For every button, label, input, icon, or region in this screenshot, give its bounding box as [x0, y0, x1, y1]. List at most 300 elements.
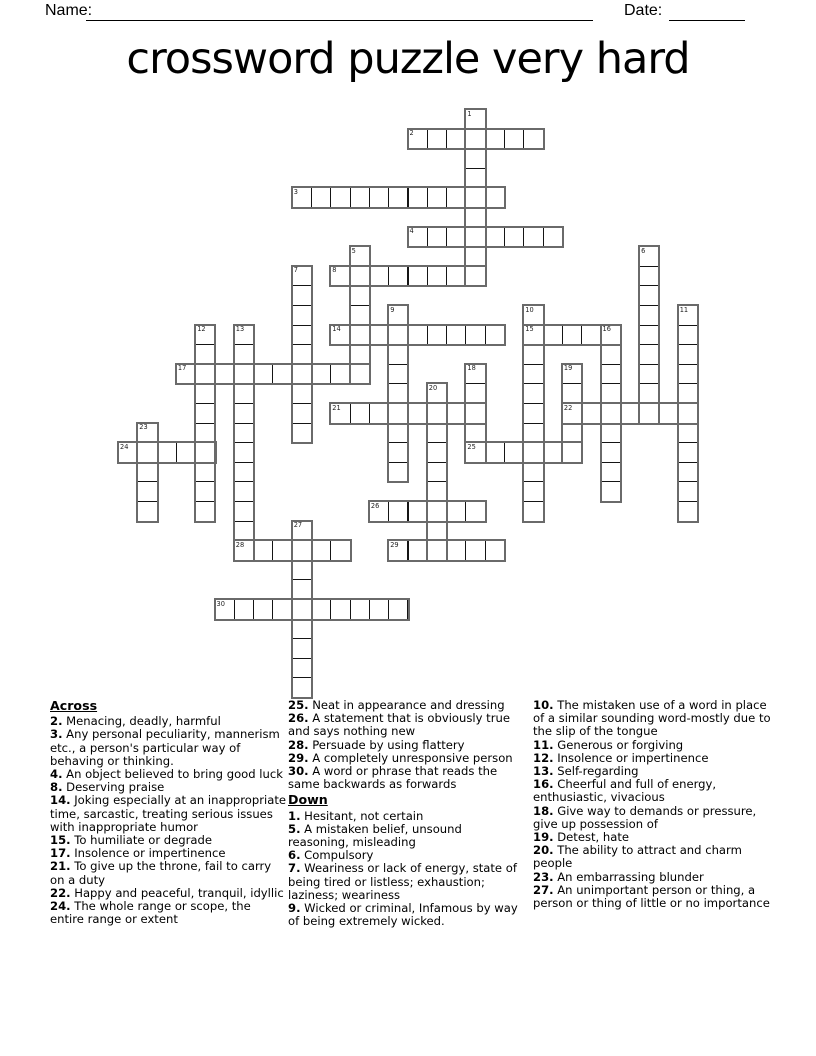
grid-cell[interactable]	[678, 442, 698, 463]
grid-cell[interactable]	[272, 599, 292, 620]
clue-6: 6. Compulsory	[288, 848, 374, 863]
grid-cell[interactable]	[446, 501, 466, 522]
grid-cell[interactable]	[427, 481, 447, 502]
grid-cell[interactable]	[234, 344, 254, 365]
grid-cell[interactable]	[562, 383, 582, 404]
grid-cell[interactable]	[350, 403, 370, 424]
cell-number-14: 14	[332, 325, 341, 334]
grid-cell[interactable]	[465, 540, 485, 561]
grid-cell[interactable]	[678, 344, 698, 365]
grid-cell[interactable]	[137, 462, 157, 483]
grid-cell[interactable]	[465, 187, 485, 208]
grid-cell[interactable]	[350, 285, 370, 306]
clue-column-1	[50, 699, 288, 926]
grid-cell[interactable]	[427, 442, 447, 463]
clue-number: 8.	[50, 780, 63, 795]
grid-cell[interactable]	[581, 403, 601, 424]
grid-cell[interactable]	[427, 266, 447, 287]
grid-cell[interactable]	[292, 521, 312, 542]
clue-column-2	[288, 699, 526, 928]
page-title: crossword puzzle very hard	[126, 34, 690, 84]
cell-number-24: 24	[120, 442, 129, 451]
grid-cell[interactable]	[601, 403, 621, 424]
grid-cell[interactable]	[350, 344, 370, 365]
cell-number-3: 3	[293, 187, 298, 196]
grid-cell[interactable]	[195, 364, 215, 385]
grid-cell[interactable]	[369, 266, 389, 287]
grid-cell[interactable]	[350, 325, 370, 346]
clue-19: 19. Detest, hate	[533, 830, 630, 845]
grid-cell[interactable]	[658, 403, 678, 424]
clue-number: 26.	[288, 711, 309, 726]
grid-cell[interactable]	[465, 383, 485, 404]
grid-cell[interactable]	[330, 364, 350, 385]
grid-cell[interactable]	[234, 364, 254, 385]
grid-cell[interactable]	[118, 442, 138, 463]
grid-cell[interactable]	[620, 403, 640, 424]
clue-number: 23.	[533, 869, 554, 884]
clue-30: 30. A word or phrase that reads the same backwards as forwards	[288, 764, 498, 792]
clue-number: 12.	[533, 750, 554, 765]
grid-cell[interactable]	[292, 305, 312, 326]
grid-cell[interactable]	[523, 462, 543, 483]
clue-18: 18. Give way to demands or pressure, give up possession of	[533, 803, 757, 831]
grid-cell[interactable]	[311, 540, 331, 561]
grid-cell[interactable]	[234, 403, 254, 424]
grid-cell[interactable]	[408, 325, 428, 346]
grid-cell[interactable]	[465, 148, 485, 169]
clue-number: 13.	[533, 764, 554, 779]
clue-20: 20. The ability to attract and charm people	[533, 843, 742, 871]
cell-number-9: 9	[390, 305, 395, 314]
grid-cell[interactable]	[311, 187, 331, 208]
clue-8: 8. Deserving praise	[50, 780, 165, 795]
grid-cell[interactable]	[369, 403, 389, 424]
grid-cell[interactable]	[639, 344, 659, 365]
grid-cell[interactable]	[465, 442, 485, 463]
grid-cell[interactable]	[601, 462, 621, 483]
clue-1: 1. Hesitant, not certain	[288, 808, 424, 823]
grid-cell[interactable]	[350, 187, 370, 208]
grid-cell[interactable]	[176, 442, 196, 463]
clue-number: 4.	[50, 767, 63, 782]
grid-cell[interactable]	[408, 540, 428, 561]
cell-number-22: 22	[563, 403, 573, 412]
grid-cell[interactable]	[601, 481, 621, 502]
grid-cell[interactable]	[292, 285, 312, 306]
grid-cell[interactable]	[388, 442, 408, 463]
cell-number-27: 27	[293, 521, 303, 530]
grid-cell[interactable]	[292, 619, 312, 640]
grid-cell[interactable]	[678, 325, 698, 346]
cell-number-18: 18	[467, 364, 476, 373]
grid-cell[interactable]	[292, 579, 312, 600]
grid-cell[interactable]	[137, 423, 157, 444]
down-header: Down	[288, 792, 328, 808]
grid-cell[interactable]	[465, 227, 485, 248]
grid-cell[interactable]	[195, 325, 215, 346]
grid-cell[interactable]	[465, 325, 485, 346]
clue-number: 2.	[50, 714, 63, 729]
grid-cell[interactable]	[678, 481, 698, 502]
grid-cell[interactable]	[523, 403, 543, 424]
grid-cell[interactable]	[388, 325, 408, 346]
grid-cell[interactable]	[292, 364, 312, 385]
grid-cell[interactable]	[485, 540, 505, 561]
grid-cell[interactable]	[523, 305, 543, 326]
grid-cell[interactable]	[388, 344, 408, 365]
grid-cell[interactable]	[678, 462, 698, 483]
grid-cell[interactable]	[446, 403, 466, 424]
clue-9: 9. Wicked or criminal, Infamous by way of being extremely wicked.	[288, 901, 518, 929]
clue-24: 24. The whole range or scope, the entire range or extent	[50, 899, 251, 927]
grid-cell[interactable]	[388, 383, 408, 404]
clue-number: 25.	[288, 698, 309, 712]
grid-cell[interactable]	[465, 109, 485, 130]
grid-cell[interactable]	[523, 227, 543, 248]
grid-cell[interactable]	[562, 442, 582, 463]
grid-cell[interactable]	[408, 403, 428, 424]
clue-number: 10.	[533, 698, 554, 712]
grid-cell[interactable]	[446, 266, 466, 287]
clue-number: 11.	[533, 737, 554, 752]
clue-14: 14. Joking especially at an inappropriate time, sarcastic, treating serious issues with inappropriate humor	[50, 793, 287, 834]
grid-cell[interactable]	[330, 325, 350, 346]
grid-cell[interactable]	[562, 364, 582, 385]
grid-cell[interactable]	[485, 129, 505, 150]
clue-number: 5.	[288, 821, 301, 836]
grid-cell[interactable]	[195, 383, 215, 404]
grid-cell[interactable]	[427, 462, 447, 483]
grid-cell[interactable]	[427, 187, 447, 208]
cell-number-6: 6	[641, 246, 646, 255]
grid-cell[interactable]	[581, 325, 601, 346]
cell-number-2: 2	[409, 129, 414, 138]
grid-cell[interactable]	[678, 423, 698, 444]
cell-number-21: 21	[332, 403, 341, 412]
clue-number: 1.	[288, 808, 301, 823]
clue-13: 13. Self-regarding	[533, 764, 639, 779]
grid-cell[interactable]	[292, 187, 312, 208]
grid-cell[interactable]	[292, 560, 312, 581]
clue-26: 26. A statement that is obviously true and says nothing new	[288, 711, 510, 739]
grid-cell[interactable]	[523, 383, 543, 404]
grid-cell[interactable]	[234, 325, 254, 346]
grid-cell[interactable]	[678, 383, 698, 404]
grid-cell[interactable]	[388, 423, 408, 444]
grid-cell[interactable]	[292, 344, 312, 365]
grid-cell[interactable]	[292, 599, 312, 620]
clue-21: 21. To give up the throne, fail to carry on a duty	[50, 859, 272, 887]
grid-cell[interactable]	[292, 325, 312, 346]
grid-cell[interactable]	[253, 540, 273, 561]
grid-cell[interactable]	[465, 246, 485, 267]
grid-cell[interactable]	[678, 403, 698, 424]
grid-cell[interactable]	[234, 423, 254, 444]
grid-cell[interactable]	[639, 266, 659, 287]
clue-number: 7.	[288, 861, 301, 876]
grid-cell[interactable]	[388, 462, 408, 483]
grid-cell[interactable]	[504, 129, 524, 150]
grid-cell[interactable]	[234, 540, 254, 561]
grid-cell[interactable]	[350, 364, 370, 385]
clue-number: 30.	[288, 764, 309, 779]
grid-cell[interactable]	[446, 325, 466, 346]
grid-cell[interactable]	[523, 344, 543, 365]
grid-cell[interactable]	[601, 442, 621, 463]
cell-number-30: 30	[216, 599, 225, 608]
clue-number: 19.	[533, 830, 554, 845]
grid-cell[interactable]	[350, 599, 370, 620]
clue-number: 17.	[50, 846, 71, 861]
grid-cell[interactable]	[427, 227, 447, 248]
grid-cell[interactable]	[234, 599, 254, 620]
clue-number: 18.	[533, 803, 554, 818]
grid-cell[interactable]	[504, 442, 524, 463]
grid-cell[interactable]	[234, 521, 254, 542]
grid-cell[interactable]	[601, 383, 621, 404]
grid-cell[interactable]	[350, 246, 370, 267]
grid-cell[interactable]	[311, 364, 331, 385]
grid-cell[interactable]	[427, 325, 447, 346]
grid-cell[interactable]	[601, 364, 621, 385]
grid-cell[interactable]	[465, 168, 485, 189]
grid-cell[interactable]	[601, 325, 621, 346]
grid-cell[interactable]	[543, 442, 563, 463]
grid-cell[interactable]	[330, 599, 350, 620]
grid-cell[interactable]	[523, 501, 543, 522]
grid-cell[interactable]	[562, 325, 582, 346]
grid-cell[interactable]	[234, 442, 254, 463]
grid-cell[interactable]	[678, 364, 698, 385]
clue-number: 29.	[288, 750, 309, 765]
grid-cell[interactable]	[427, 129, 447, 150]
grid-cell[interactable]	[523, 423, 543, 444]
clue-4: 4. An object believed to bring good luck	[50, 767, 283, 782]
grid-cell[interactable]	[639, 305, 659, 326]
grid-cell[interactable]	[234, 462, 254, 483]
clue-number: 28.	[288, 737, 309, 752]
cell-number-23: 23	[139, 423, 148, 432]
clue-number: 9.	[288, 901, 301, 916]
grid-cell[interactable]	[446, 540, 466, 561]
grid-cell[interactable]	[272, 364, 292, 385]
grid-cell[interactable]	[446, 129, 466, 150]
cell-number-17: 17	[177, 364, 187, 373]
grid-cell[interactable]	[195, 344, 215, 365]
across-header: Across	[50, 698, 98, 713]
grid-cell[interactable]	[446, 227, 466, 248]
cell-number-26: 26	[370, 501, 380, 510]
grid-cell[interactable]	[215, 599, 235, 620]
grid-cell[interactable]	[408, 501, 428, 522]
grid-cell[interactable]	[465, 403, 485, 424]
grid-cell[interactable]	[137, 442, 157, 463]
date-blank-line[interactable]	[669, 2, 745, 21]
grid-cell[interactable]	[639, 325, 659, 346]
grid-cell[interactable]	[465, 266, 485, 287]
clue-2: 2. Menacing, deadly, harmful	[50, 714, 221, 729]
grid-cell[interactable]	[330, 187, 350, 208]
grid-cell[interactable]	[388, 187, 408, 208]
grid-cell[interactable]	[234, 481, 254, 502]
grid-cell[interactable]	[523, 325, 543, 346]
grid-cell[interactable]	[601, 423, 621, 444]
grid-cell[interactable]	[485, 325, 505, 346]
grid-cell[interactable]	[678, 501, 698, 522]
grid-cell[interactable]	[639, 246, 659, 267]
grid-cell[interactable]	[195, 501, 215, 522]
grid-cell[interactable]	[543, 227, 563, 248]
grid-cell[interactable]	[388, 364, 408, 385]
grid-cell[interactable]	[215, 364, 235, 385]
name-blank-line[interactable]	[86, 2, 593, 21]
grid-cell[interactable]	[369, 325, 389, 346]
cell-number-4: 4	[409, 227, 414, 236]
grid-cell[interactable]	[195, 462, 215, 483]
grid-cell[interactable]	[446, 187, 466, 208]
grid-cell[interactable]	[562, 403, 582, 424]
grid-cell[interactable]	[465, 423, 485, 444]
grid-cell[interactable]	[388, 305, 408, 326]
grid-cell[interactable]	[369, 187, 389, 208]
grid-cell[interactable]	[311, 599, 331, 620]
grid-cell[interactable]	[292, 677, 312, 698]
grid-cell[interactable]	[408, 227, 428, 248]
grid-cell[interactable]	[388, 266, 408, 287]
grid-cell[interactable]	[137, 501, 157, 522]
grid-cell[interactable]	[639, 285, 659, 306]
grid-cell[interactable]	[369, 501, 389, 522]
clue-28: 28. Persuade by using flattery	[288, 737, 465, 752]
grid-cell[interactable]	[427, 423, 447, 444]
clue-number: 21.	[50, 859, 71, 874]
grid-cell[interactable]	[465, 501, 485, 522]
grid-cell[interactable]	[195, 481, 215, 502]
clue-number: 6.	[288, 848, 301, 863]
grid-cell[interactable]	[157, 442, 177, 463]
grid-cell[interactable]	[195, 403, 215, 424]
clue-3: 3. Any personal peculiarity, mannerism etc., a person's particular way of behaving or thinking.	[50, 727, 280, 768]
grid-cell[interactable]	[427, 540, 447, 561]
grid-cell[interactable]	[485, 227, 505, 248]
grid-cell[interactable]	[253, 364, 273, 385]
grid-cell[interactable]	[562, 423, 582, 444]
grid-cell[interactable]	[388, 540, 408, 561]
clue-number: 15.	[50, 833, 71, 848]
grid-cell[interactable]	[234, 501, 254, 522]
grid-cell[interactable]	[465, 207, 485, 228]
clue-column-3	[533, 699, 771, 910]
grid-cell[interactable]	[427, 501, 447, 522]
grid-cell[interactable]	[408, 187, 428, 208]
grid-cell[interactable]	[330, 540, 350, 561]
name-label: Name:	[45, 2, 93, 19]
grid-cell[interactable]	[388, 501, 408, 522]
clue-22: 22. Happy and peaceful, tranquil, idyllic	[50, 885, 284, 900]
clue-15: 15. To humiliate or degrade	[50, 833, 213, 848]
cell-number-12: 12	[197, 325, 206, 334]
grid-cell[interactable]	[523, 364, 543, 385]
cell-number-20: 20	[428, 383, 438, 392]
grid-cell[interactable]	[639, 403, 659, 424]
cell-number-28: 28	[235, 540, 245, 549]
grid-cell[interactable]	[292, 383, 312, 404]
grid-cell[interactable]	[292, 423, 312, 444]
cell-number-15: 15	[525, 325, 534, 334]
clue-10: 10. The mistaken use of a word in place of a similar sounding word-mostly due to the slip of the tongue	[533, 698, 771, 739]
grid-cell[interactable]	[523, 129, 543, 150]
grid-cell[interactable]	[388, 599, 408, 620]
grid-cell[interactable]	[292, 403, 312, 424]
cell-number-13: 13	[235, 325, 245, 334]
grid-cell[interactable]	[678, 305, 698, 326]
grid-cell[interactable]	[427, 383, 447, 404]
grid-cell[interactable]	[523, 442, 543, 463]
grid-cell[interactable]	[427, 521, 447, 542]
grid-cell[interactable]	[388, 403, 408, 424]
grid-cell[interactable]	[137, 481, 157, 502]
cell-number-10: 10	[525, 305, 534, 314]
clue-27: 27. An unimportant person or thing, a person or thing of little or no importance	[533, 882, 770, 911]
clue-5: 5. A mistaken belief, unsound reasoning, misleading	[288, 821, 462, 850]
clue-23: 23. An embarrassing blunder	[533, 869, 704, 884]
grid-cell[interactable]	[427, 403, 447, 424]
clue-number: 22.	[50, 885, 71, 900]
clue-number: 24.	[50, 899, 71, 914]
grid-cell[interactable]	[485, 187, 505, 208]
grid-cell[interactable]	[350, 305, 370, 326]
grid-cell[interactable]	[195, 442, 215, 463]
grid-cell[interactable]	[292, 540, 312, 561]
grid-cell[interactable]	[465, 129, 485, 150]
grid-cell[interactable]	[369, 599, 389, 620]
grid-cell[interactable]	[543, 325, 563, 346]
cell-number-25: 25	[467, 442, 476, 451]
cell-number-7: 7	[293, 266, 298, 275]
grid-cell[interactable]	[330, 266, 350, 287]
grid-cell[interactable]	[485, 442, 505, 463]
grid-cell[interactable]	[639, 364, 659, 385]
grid-cell[interactable]	[330, 403, 350, 424]
clue-number: 3.	[50, 727, 63, 742]
grid-cell[interactable]	[176, 364, 196, 385]
grid-cell[interactable]	[408, 129, 428, 150]
clue-12: 12. Insolence or impertinence	[533, 750, 709, 765]
grid-cell[interactable]	[195, 423, 215, 444]
clue-number: 27.	[533, 882, 554, 897]
grid-cell[interactable]	[350, 266, 370, 287]
grid-cell[interactable]	[408, 266, 428, 287]
grid-cell[interactable]	[292, 638, 312, 659]
grid-cell[interactable]	[272, 540, 292, 561]
clue-11: 11. Generous or forgiving	[533, 737, 684, 752]
grid-cell[interactable]	[234, 383, 254, 404]
grid-cell[interactable]	[523, 481, 543, 502]
cell-number-1: 1	[467, 109, 472, 118]
grid-cell[interactable]	[639, 383, 659, 404]
grid-cell[interactable]	[253, 599, 273, 620]
grid-cell[interactable]	[601, 344, 621, 365]
grid-cell[interactable]	[292, 266, 312, 287]
grid-cell[interactable]	[292, 658, 312, 679]
clue-number: 14.	[50, 793, 71, 808]
grid-cell[interactable]	[504, 227, 524, 248]
grid-cell[interactable]	[465, 364, 485, 385]
date-label: Date:	[624, 2, 663, 19]
clue-17: 17. Insolence or impertinence	[50, 846, 226, 861]
cell-number-11: 11	[679, 305, 689, 314]
